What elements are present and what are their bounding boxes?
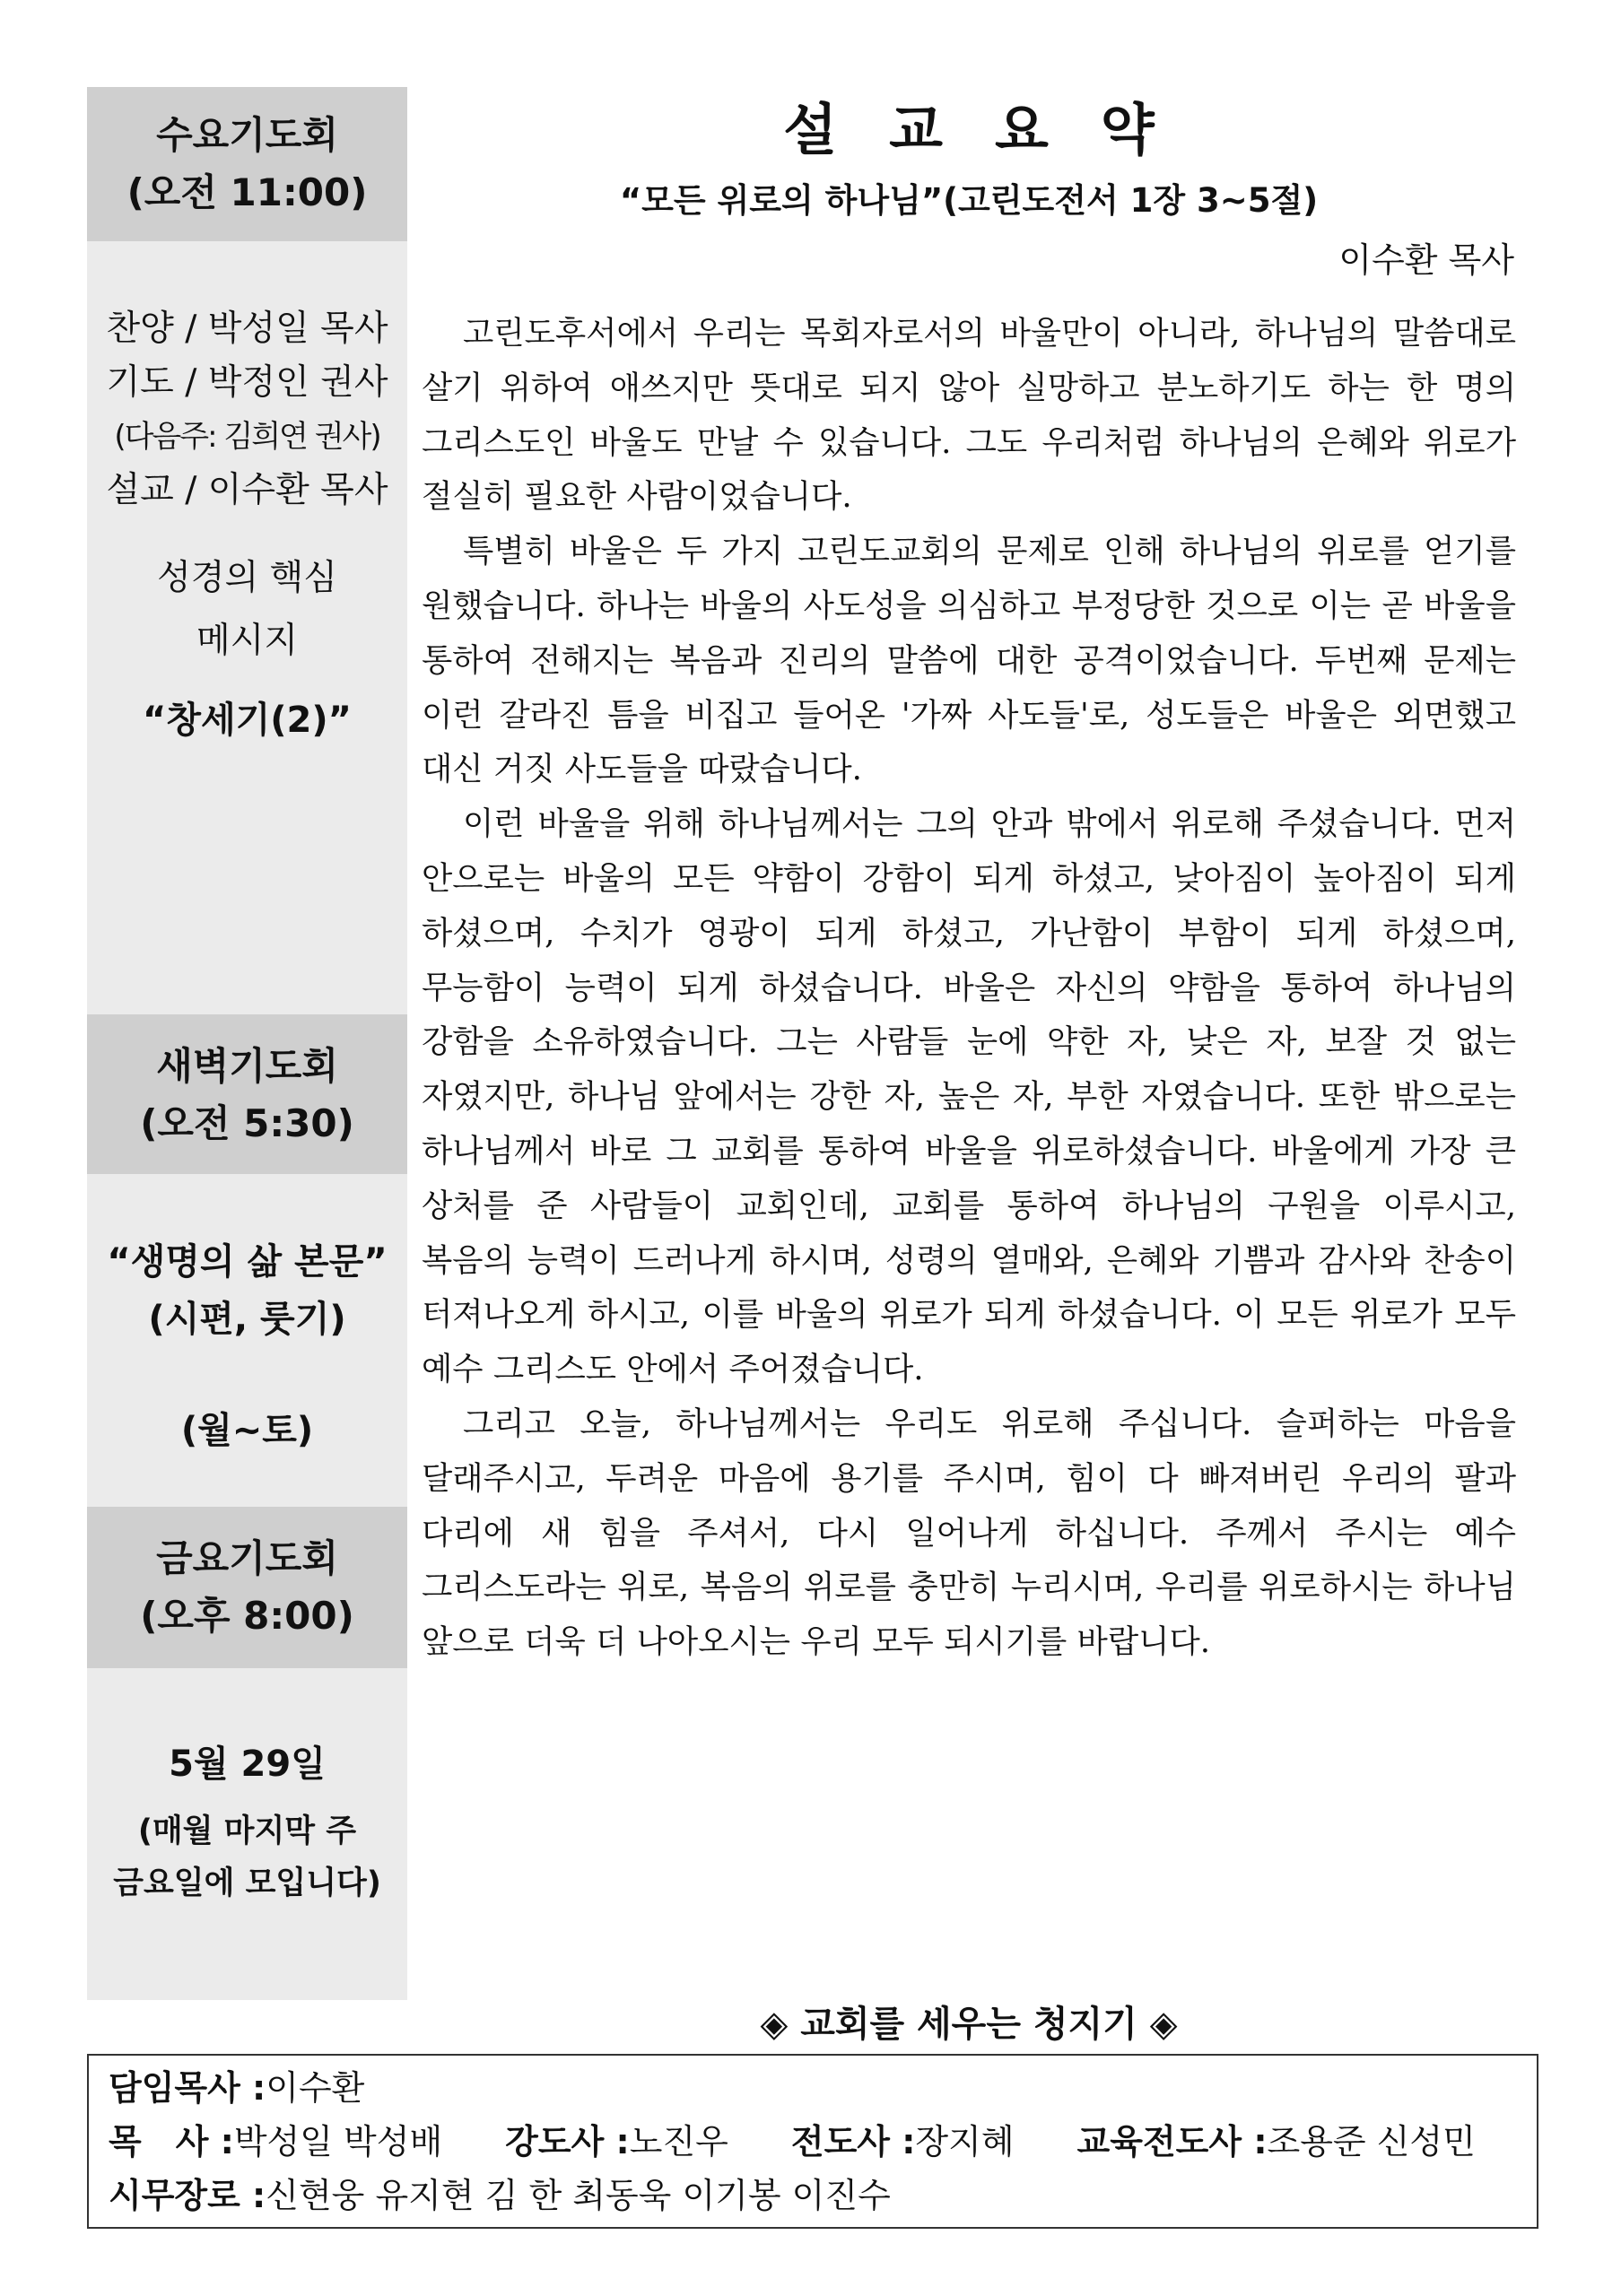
dawn-text-source: “생명의 삶 본문” [107, 1241, 388, 1283]
dawn-prayer-header [87, 1014, 407, 1174]
topic-label-1: 성경의 핵심 [157, 558, 337, 598]
sermon-author: 이수환 목사 [1338, 240, 1514, 280]
sermon-paragraph: 특별히 바울은 두 가지 고린도교회의 문제로 인해 하나님의 위로를 얻기를 원했습니다. 하나는 바울의 사도성을 의심하고 부정당한 것으로 이는 곧 바울을 통하여 전해지는 복음과 진리의 말씀에 대한 공격이었습니다. 두번째 문제는 이런 갈라진 틈을 비집고 들어온 '가짜 사도들'로, 성도들은 바울은 외면했고 대신 거짓 사도들을 따랐습니다. [422, 533, 1516, 788]
sidebar [87, 87, 407, 2000]
staff-row-senior [109, 2061, 1537, 2115]
dawn-prayer-time: (오전 5:30) [140, 1101, 354, 1145]
senior-pastor-name: 이수환 [266, 2068, 365, 2108]
dawn-text-books: (시편, 룻기) [148, 1299, 346, 1340]
education-evangelist-label: 교육전도사 : [1076, 2122, 1268, 2161]
friday-prayer-time: (오후 8:00) [140, 1594, 354, 1638]
topic-title: “창세기(2)” [143, 700, 352, 741]
friday-prayer-details [87, 1735, 407, 1909]
dawn-days: (월~토) [180, 1410, 314, 1451]
topic-label-2: 메시지 [196, 621, 299, 661]
pastors-label: 목 사 : [109, 2122, 234, 2161]
preacher: 설교 / 이수환 목사 [106, 470, 388, 510]
sermon-summary [422, 90, 1516, 1670]
friday-note-2: 금요일에 모입니다) [113, 1866, 381, 1901]
senior-pastor-label: 담임목사 : [109, 2068, 266, 2108]
elders-label: 시무장로 : [109, 2176, 266, 2215]
friday-date: 5월 29일 [169, 1744, 326, 1785]
pastors-names: 박성일 박성배 [233, 2122, 443, 2161]
dawn-prayer-title: 새벽기도회 [156, 1044, 338, 1088]
worship-leader: 찬양 / 박성일 목사 [106, 309, 388, 349]
friday-prayer-title: 금요기도회 [156, 1536, 338, 1580]
lecturer-name: 노진우 [629, 2122, 728, 2161]
staff-row-ministers [109, 2115, 1537, 2169]
wednesday-prayer-header [87, 87, 407, 241]
staff-box [87, 2054, 1538, 2229]
evangelist-label: 전도사 : [790, 2122, 916, 2161]
wednesday-prayer-title: 수요기도회 [156, 113, 338, 157]
education-evangelist-names: 조용준 신성민 [1267, 2122, 1476, 2161]
sermon-paragraph: 고린도후서에서 우리는 목회자로서의 바울만이 아니라, 하나님의 말씀대로 살기 위하여 애쓰지만 뜻대로 되지 않아 실망하고 분노하기도 하는 한 명의 그리스도인 바울도 만날 수 있습니다. 그도 우리처럼 하나님의 은혜와 위로가 절실히 필요한 사람이었습니다. [422, 315, 1516, 516]
staff-title: ◈ 교회를 세우는 청지기 ◈ [760, 2004, 1178, 2045]
wednesday-prayer-details [87, 302, 407, 749]
prayer-leader: 기도 / 박정인 권사 [106, 362, 388, 403]
sermon-paragraph: 그리고 오늘, 하나님께서는 우리도 위로해 주십니다. 슬퍼하는 마음을 달래주시고, 두려운 마음에 용기를 주시며, 힘이 다 빠져버린 우리의 팔과 다리에 새 힘을 주셔서, 다시 일어나게 하십니다. 주께서 주시는 예수 그리스도라는 위로, 복음의 위로를 충만히 누리시며, 우리를 위로하시는 하나님 앞으로 더욱 더 나아오시는 우리 모두 되시기를 바랍니다. [422, 1405, 1516, 1661]
sermon-paragraph: 이런 바울을 위해 하나님께서는 그의 안과 밖에서 위로해 주셨습니다. 먼저 안으로는 바울의 모든 약함이 강함이 되게 하셨고, 낮아짐이 높아짐이 되게 하셨으며, 수치가 영광이 되게 하셨고, 가난함이 부함이 되게 하셨으며, 무능함이 능력이 되게 하셨습니다. 바울은 자신의 약함을 통하여 하나님의 강함을 소유하였습니다. 그는 사람들 눈에 약한 자, 낮은 자, 보잘 것 없는 자였지만, 하나님 앞에서는 강한 자, 높은 자, 부한 자였습니다. 또한 밖으로는 하나님께서 바로 그 교회를 통하여 바울을 위로하셨습니다. 바울에게 가장 큰 상처를 준 사람들이 교회인데, 교회를 통하여 하나님의 구원을 이루시고, 복음의 능력이 드러나게 하시며, 성령의 열매와, 은혜와 기쁨과 감사와 찬송이 터져나오게 하시고, 이를 바울의 위로가 되게 하셨습니다. 이 모든 위로가 모두 예수 그리스도 안에서 주어졌습니다. [422, 805, 1516, 1388]
lecturer-label: 강도사 : [505, 2122, 630, 2161]
friday-note-1: (매월 마지막 주 [137, 1813, 357, 1849]
sermon-heading: 설교요약 [783, 97, 1207, 162]
staff-row-elders [109, 2169, 1537, 2222]
elders-names: 신현웅 유지현 김 한 최동욱 이기봉 이진수 [266, 2176, 891, 2215]
sermon-body [422, 307, 1516, 1670]
sermon-subtitle: “모든 위로의 하나님”(고린도전서 1장 3~5절) [619, 181, 1319, 220]
next-week-prayer: (다음주: 김희연 권사) [114, 419, 380, 455]
dawn-prayer-details [87, 1233, 407, 1459]
wednesday-prayer-time: (오전 11:00) [126, 170, 368, 214]
evangelist-name: 장지혜 [915, 2122, 1015, 2161]
friday-prayer-header [87, 1507, 407, 1668]
